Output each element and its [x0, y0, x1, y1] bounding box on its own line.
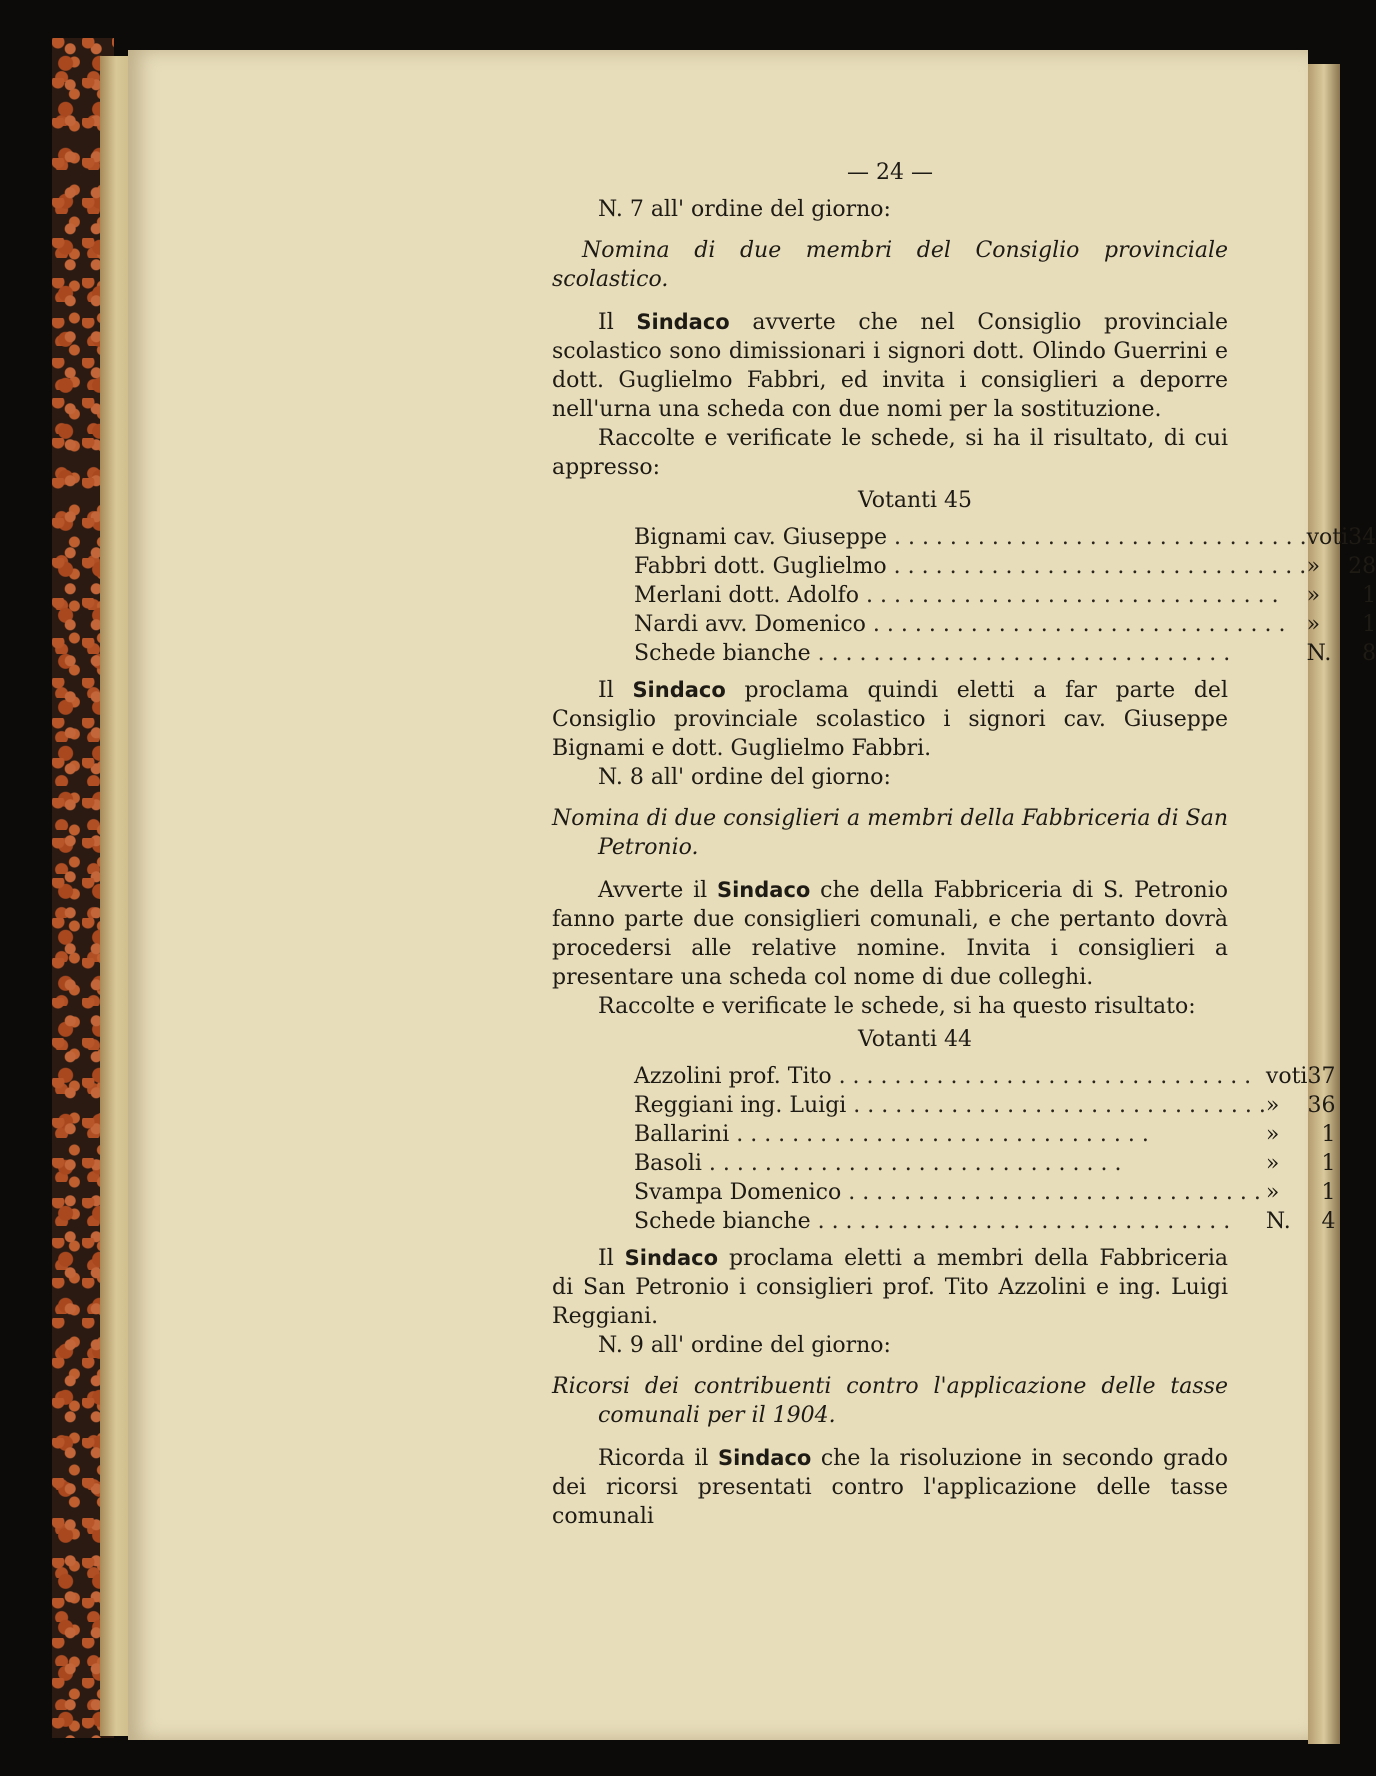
- vote-mark: »: [1265, 1093, 1280, 1118]
- vote-name: Basoli: [634, 1151, 702, 1176]
- vote-mark: voti: [1265, 1064, 1308, 1089]
- leader-dots: . . . . . . . . . . . . . . . . . . . . . . . . . . . . . .: [886, 554, 1307, 579]
- vote-mark: »: [1306, 612, 1321, 637]
- item-8-intro: Avverte il Sindaco che della Fabbriceria di S. Petronio fanno parte due consiglieri comunali, e che pertanto dovrà procedersi alle relative nomine. Invita i consiglieri a presentare una scheda col nome di due colleghi.: [552, 878, 1228, 990]
- vote-name: Svampa Domenico: [634, 1180, 842, 1205]
- vote-value: 37: [1307, 1064, 1336, 1089]
- vote-mark: »: [1306, 583, 1321, 608]
- item-8-raccolte: Raccolte e verificate le schede, si ha questo risultato:: [598, 994, 1196, 1019]
- vote-name: Schede bianche: [634, 641, 811, 666]
- item-7-votanti: Votanti 45: [857, 488, 973, 513]
- sindaco-label: Sindaco: [636, 310, 730, 334]
- vote-name: Schede bianche: [634, 1209, 811, 1234]
- vote-value: 28: [1348, 554, 1376, 579]
- sindaco-label: Sindaco: [717, 1446, 812, 1470]
- leader-dots: . . . . . . . . . . . . . . . . . . . . . . . . . . . . . .: [846, 1093, 1266, 1118]
- item-7-ordine: N. 7 all' ordine del giorno:: [598, 197, 891, 222]
- vote-row: [634, 1207, 1335, 1236]
- vote-row: [634, 1178, 1335, 1207]
- item-7-raccolte: Raccolte e verificate le schede, si ha il risultato, di cui appresso:: [552, 426, 1228, 480]
- vote-name: Bignami cav. Giuseppe: [634, 525, 887, 550]
- vote-mark: N.: [1265, 1209, 1291, 1234]
- vote-value: 8: [1362, 641, 1376, 666]
- leader-dots: . . . . . . . . . . . . . . . . . . . . . . . . . . . . . .: [701, 1151, 1122, 1176]
- vote-row: [634, 1120, 1335, 1149]
- vote-row: [634, 610, 1376, 639]
- vote-row: [634, 1149, 1335, 1178]
- vote-mark: N.: [1306, 641, 1332, 666]
- vote-mark: »: [1265, 1180, 1280, 1205]
- vote-name: Ballarini: [634, 1122, 730, 1147]
- vote-mark: »: [1306, 554, 1321, 579]
- vote-row: [634, 552, 1376, 581]
- vote-value: 1: [1362, 583, 1376, 608]
- item-7-votes-table: [634, 523, 1376, 668]
- item-8-title: Nomina di due consiglieri a membri della Fabbriceria di San Petronio.: [552, 806, 1228, 860]
- page-number: — 24 —: [847, 160, 933, 185]
- sindaco-label: Sindaco: [716, 878, 811, 902]
- vote-row: [634, 581, 1376, 610]
- item-8-ordine: N. 8 all' ordine del giorno:: [598, 765, 891, 790]
- leader-dots: . . . . . . . . . . . . . . . . . . . . . . . . . . . . . .: [831, 1064, 1252, 1089]
- leader-dots: . . . . . . . . . . . . . . . . . . . . . . . . . . . . . .: [886, 525, 1307, 550]
- vote-name: Azzolini prof. Tito: [634, 1064, 832, 1089]
- leader-dots: . . . . . . . . . . . . . . . . . . . . . . . . . . . . . .: [859, 583, 1279, 608]
- vote-value: 4: [1321, 1209, 1336, 1234]
- vote-value: 1: [1362, 612, 1376, 637]
- next-page-edge: [1308, 64, 1340, 1744]
- item-8-votes-table: [634, 1062, 1335, 1236]
- item-7-title: Nomina di due membri del Consiglio provinciale scolastico.: [552, 238, 1228, 292]
- leader-dots: . . . . . . . . . . . . . . . . . . . . . . . . . . . . . .: [841, 1180, 1261, 1205]
- vote-name: Fabbri dott. Guglielmo: [634, 554, 887, 579]
- vote-name: Nardi avv. Domenico: [634, 612, 866, 637]
- vote-mark: »: [1265, 1122, 1280, 1147]
- vote-mark: »: [1265, 1151, 1280, 1176]
- item-8-result: Il Sindaco proclama eletti a membri della Fabbriceria di San Petronio i consiglieri prof. Tito Azzolini e ing. Luigi Reggiani.: [552, 1246, 1228, 1329]
- item-9-title: Ricorsi dei contribuenti contro l'applicazione delle tasse comunali per il 1904.: [552, 1374, 1228, 1428]
- leader-dots: . . . . . . . . . . . . . . . . . . . . . . . . . . . . . .: [810, 641, 1231, 666]
- vote-name: Reggiani ing. Luigi: [634, 1093, 847, 1118]
- vote-value: 1: [1321, 1122, 1336, 1147]
- sindaco-label: Sindaco: [624, 1246, 719, 1270]
- item-9-intro: Ricorda il Sindaco che la risoluzione in secondo grado dei ricorsi presentati contro l'applicazione delle tasse comunali: [552, 1446, 1229, 1529]
- vote-row: [634, 1062, 1335, 1091]
- vote-value: 1: [1321, 1151, 1336, 1176]
- item-9-ordine: N. 9 all' ordine del giorno:: [598, 1333, 891, 1358]
- item-8-votanti: Votanti 44: [857, 1027, 973, 1052]
- vote-row: [634, 523, 1376, 552]
- item-7-result: Il Sindaco proclama quindi eletti a far parte del Consiglio provinciale scolastico i signori cav. Giuseppe Bignami e dott. Guglielmo Fabbri.: [552, 678, 1228, 761]
- vote-row: [634, 1091, 1335, 1120]
- vote-mark: voti: [1306, 525, 1349, 550]
- vote-value: 34: [1348, 525, 1376, 550]
- vote-value: 1: [1321, 1180, 1336, 1205]
- sindaco-label: Sindaco: [632, 678, 726, 702]
- leader-dots: . . . . . . . . . . . . . . . . . . . . . . . . . . . . . .: [865, 612, 1286, 637]
- leader-dots: . . . . . . . . . . . . . . . . . . . . . . . . . . . . . .: [810, 1209, 1231, 1234]
- item-7-intro: Il Sindaco avverte che nel Consiglio provinciale scolastico sono dimissionari i signori dott. Olindo Guerrini e dott. Guglielmo Fabbri, ed invita i consiglieri a deporre nell'urna una scheda con due nomi per la sostituzione.: [552, 310, 1228, 422]
- vote-value: 36: [1307, 1093, 1336, 1118]
- page-text: [552, 158, 1376, 1531]
- leader-dots: . . . . . . . . . . . . . . . . . . . . . . . . . . . . . .: [729, 1122, 1149, 1147]
- vote-row: [634, 639, 1376, 668]
- vote-name: Merlani dott. Adolfo: [634, 583, 860, 608]
